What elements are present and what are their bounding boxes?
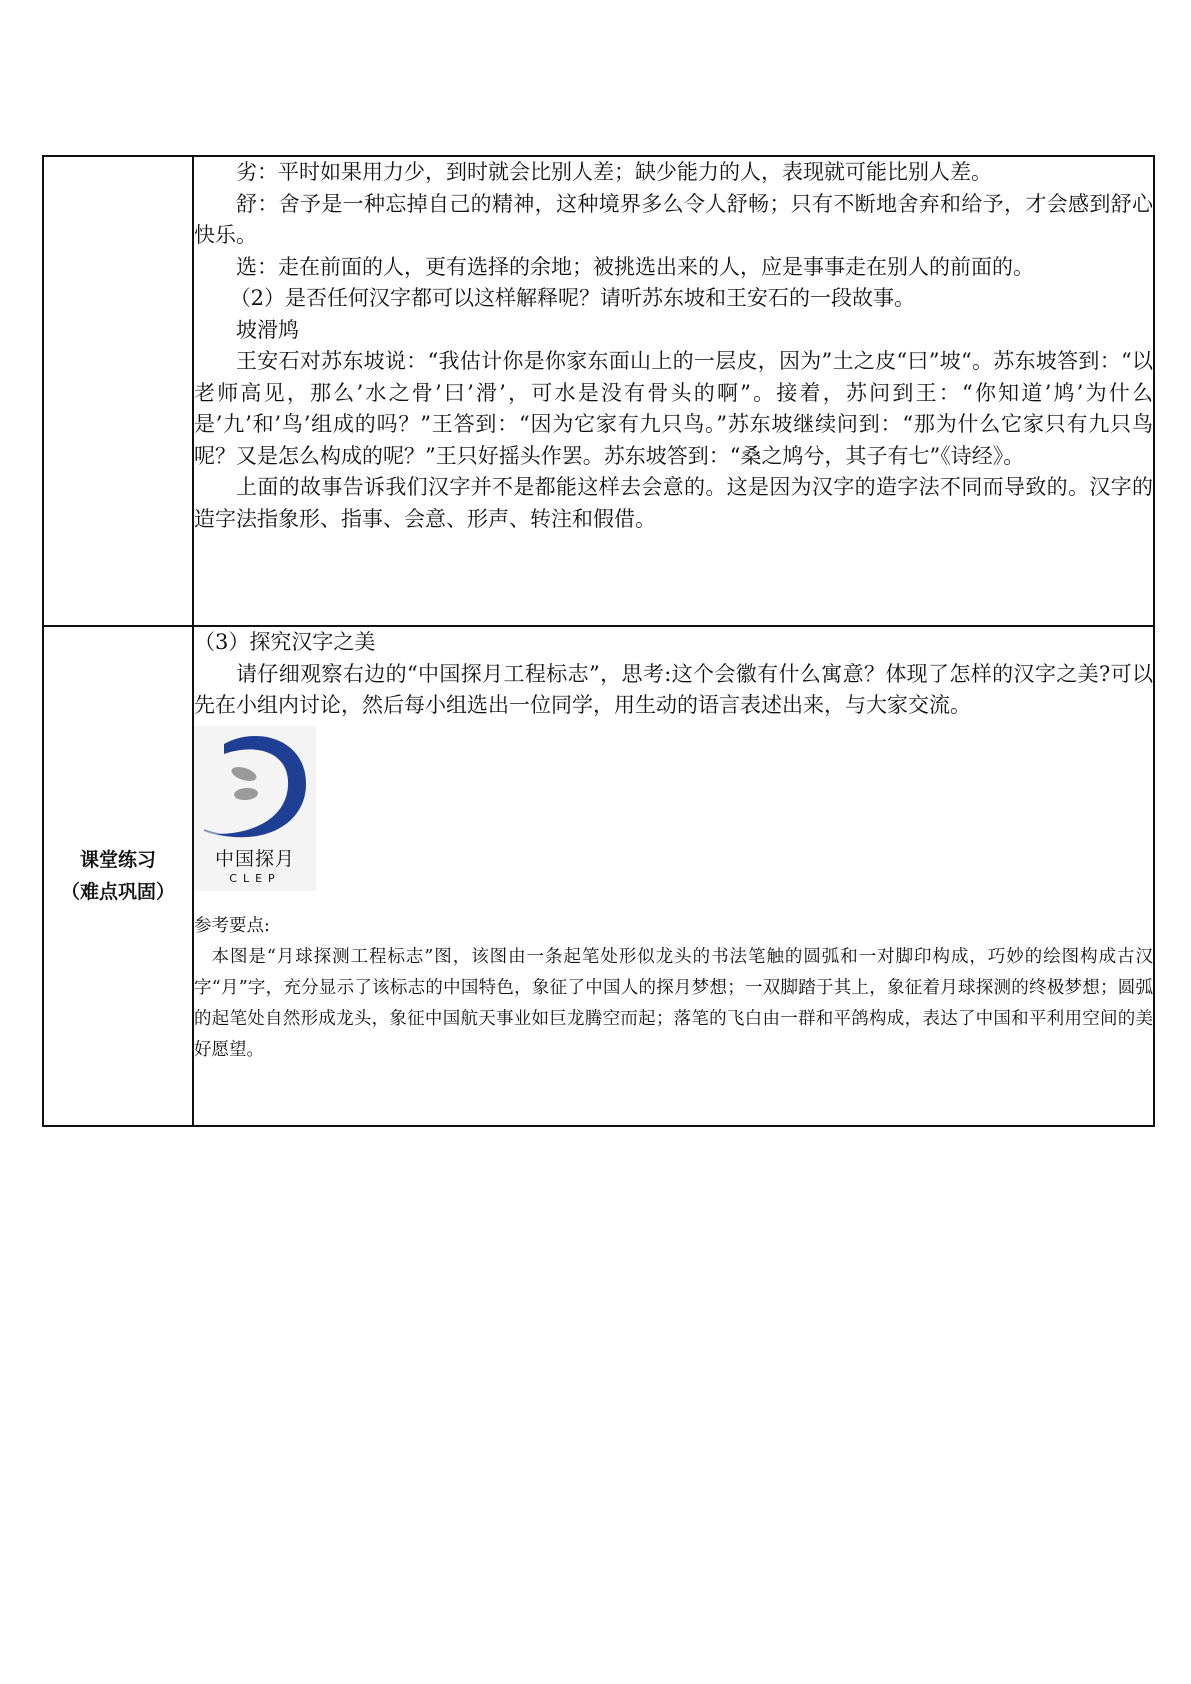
footprint-upper [230, 764, 258, 783]
row2-label-cell [43, 626, 193, 1126]
table-row-practice [43, 626, 1154, 1126]
footprint-lower [234, 787, 259, 801]
reference-title: 参考要点: [194, 915, 270, 936]
row1-content-cell [193, 156, 1154, 626]
logo-text-cn: 中国探月 [214, 847, 295, 870]
question-2: （2）是否任何汉字都可以这样解释呢？请听苏东坡和王安石的一段故事。 [229, 286, 916, 310]
reference-text: 本图是“月球探测工程标志”图，该图由一条起笔处形似龙头的书法笔触的圆弧和一对脚印构成，巧妙的绘图构成古汉字“月”字，充分显示了该标志的中国特色，象征了中国人的探月梦想；一双脚踏于其上，象征着月球探测的终极梦想；圆弧的起笔处自然形成龙头，象征中国航天事业如巨龙腾空而起；落笔的飞白由一群和平鸽构成，表达了中国和平利用空间的美好愿望。 [194, 946, 1153, 1060]
table-row-explanations [43, 156, 1154, 626]
practice-question: 请仔细观察右边的“中国探月工程标志”，思考:这个会徽有什么寓意？体现了怎样的汉字之美?可以先在小组内讨论，然后每小组选出一位同学，用生动的语言表述出来，与大家交流。 [194, 661, 1153, 717]
section-label-practice: 课堂练习 [79, 849, 156, 871]
lunar-exploration-logo [194, 726, 316, 891]
practice-heading: （3）探究汉字之美 [194, 630, 376, 654]
row1-label-cell [43, 156, 193, 626]
logo-text-en: CLEP [229, 871, 281, 885]
logo-graphic [194, 726, 316, 844]
explanation-shu: 舒：舍予是一种忘掉自己的精神，这种境界多么令人舒畅；只有不断地舍弃和给予，才会感到舒心快乐。 [194, 191, 1153, 247]
explanation-xuan: 选：走在前面的人，更有选择的余地；被挑选出来的人，应是事事走在别人的前面的。 [236, 254, 1034, 279]
explanation-lie: 劣：平时如果用力少，到时就会比别人差；缺少能力的人，表现就可能比别人差。 [236, 160, 992, 184]
logo-calligraphy-arc [216, 736, 306, 837]
section-label-sub: （难点巩固） [60, 881, 175, 903]
story-title: 坡滑鸠 [236, 317, 299, 342]
row2-content-cell [193, 626, 1154, 1126]
story-text: 王安石对苏东坡说：“我估计你是你家东面山上的一层皮，因为”土之皮“曰”坡“。苏东坡答到：“以老师高见，那么’水之骨’曰’滑’，可水是没有骨头的啊”。接着，苏问到王：“你知道’鸠’为什么是’九’和’鸟’组成的吗？”王答到：“因为它家有九只鸟。”苏东坡继续问到：“那为什么它家只有九只鸟呢？又是怎么构成的呢？”王只好摇头作罢。苏东坡答到：“桑之鸠兮，其子有七”《诗经》。 [194, 349, 1153, 468]
lesson-table [42, 155, 1155, 1127]
story-conclusion: 上面的故事告诉我们汉字并不是都能这样去会意的。这是因为汉字的造字法不同而导致的。汉字的造字法指象形、指事、会意、形声、转注和假借。 [194, 475, 1153, 531]
reference-points [194, 911, 1153, 1066]
